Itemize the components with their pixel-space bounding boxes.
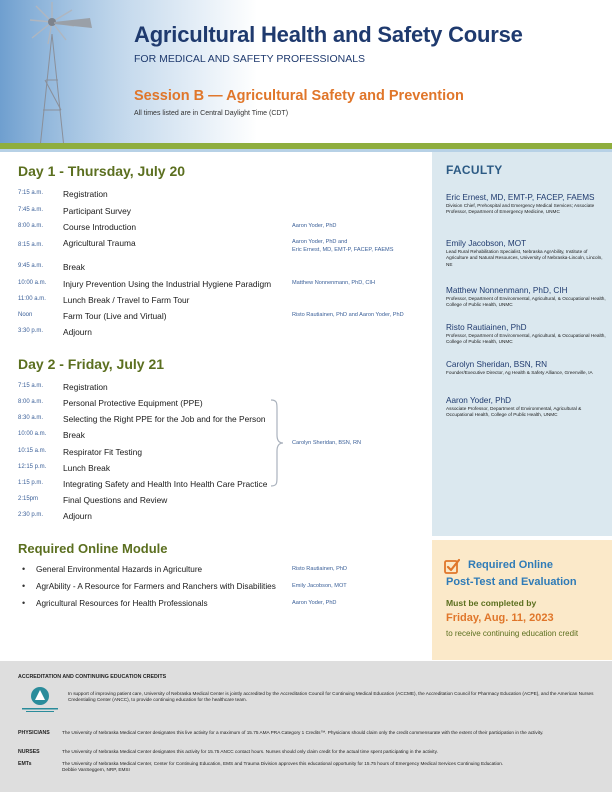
faculty-name: Carolyn Sheridan, BSN, RN [446,360,548,369]
schedule-row [18,447,428,461]
posttest-line2: Post-Test and Evaluation [446,576,577,588]
header-banner [0,0,612,148]
group-brace [270,399,284,487]
row-speaker: Aaron Yoder, PhD and [292,239,348,245]
row-time: 2:15pm [18,496,39,502]
row-time: 2:30 p.m. [18,512,44,518]
row-event: Selecting the Right PPE for the Job and for the Person [63,414,266,424]
row-time: 1:15 p.m. [18,480,44,486]
row-time: 7:15 a.m. [18,383,44,389]
credit-row [18,730,603,744]
faculty-panel [432,152,612,536]
row-time: 8:15 a.m. [18,242,44,248]
posttest-deadline-label: Must be completed by [446,598,537,608]
row-time: 10:00 a.m. [18,431,47,437]
windmill-image [0,0,140,148]
checkbox-icon [444,558,460,574]
row-time: 10:15 a.m. [18,448,47,454]
row-event: Lunch Break / Travel to Farm Tour [63,295,190,305]
row-time: 7:45 a.m. [18,207,44,213]
credit-signatory: Debbie VanSeggern, NRP, EMSI [62,767,130,773]
posttest-note: to receive continuing education credit [446,629,579,638]
schedule-row [18,327,428,341]
faculty-member [446,239,606,268]
row-speaker-2: Eric Ernest, MD, EMT-P, FACEP, FAEMS [292,247,394,253]
faculty-desc: Professor, Department of Environmental, Agricultural, & Occupational Health, College of Public Health, UNMC [446,296,606,308]
faculty-desc: Associate Professor, Department of Environmental, Agricultural & Occupational Health, College of Public Health, UNMC [446,406,582,418]
row-event: Break [63,430,85,440]
accreditation-footer [0,661,612,792]
schedule-row [18,414,428,428]
faculty-member [446,360,606,376]
faculty-member [446,396,606,419]
row-event: Registration [63,189,108,199]
module-item [22,582,432,594]
faculty-name: Matthew Nonnenmann, PhD, CIH [446,286,568,295]
faculty-name: Risto Rautiainen, PhD [446,323,527,332]
schedule-row [18,463,428,477]
credit-text-main: The University of Nebraska Medical Center, Center for Continuing Education, EMS and Trauma Division approves this educational opportunity for 15.75 hours of Emergency Medical Services Continuing Education. [62,761,504,766]
row-event: Respirator Fit Testing [63,447,142,457]
faculty-name: Aaron Yoder, PhD [446,396,512,405]
day2-heading: Day 2 - Friday, July 21 [18,356,165,372]
module-title-text: Agricultural Resources for Health Professionals [36,599,208,608]
row-time: Noon [18,312,33,318]
schedule-row [18,222,428,236]
accreditation-statement: In support of improving patient care, University of Nebraska Medical Center is jointly accredited by the Accreditation Council for Continuing Medical Education (ACCME), the Accreditation Council for Pharmacy Education (ACPE), and the American Nurses Credentialing Center (ANCC), to provide continuing education for the healthcare team. [68,691,594,703]
row-event: Final Questions and Review [63,495,168,505]
row-event: Adjourn [63,327,92,337]
row-time: 8:00 a.m. [18,223,44,229]
bullet: • [22,581,26,591]
module-title-text: AgrAbility - A Resource for Farmers and Ranchers with Disabilities [36,582,276,591]
bullet: • [22,564,26,574]
module-speaker: Aaron Yoder, PhD [292,600,337,606]
row-event: Adjourn [63,511,92,521]
module-speaker: Emily Jacobson, MOT [292,583,347,589]
page-title: Agricultural Health and Safety Course [134,22,523,47]
joint-accreditation-logo [18,685,62,715]
timezone-note: All times listed are in Central Daylight Time (CDT) [134,110,289,117]
row-event: Injury Prevention Using the Industrial Hygiene Paradigm [63,279,272,289]
credit-text: The University of Nebraska Medical Center designates this activity for 15.75 ANCC contact hours. Nurses should only claim credit for the actual time spent participating in the activity. [62,749,438,754]
credit-label: PHYSICIANS [18,730,50,736]
session-title: Session B — Agricultural Safety and Prevention [134,88,464,104]
row-time: 11:00 a.m. [18,296,46,302]
schedule-row [18,430,428,444]
row-speaker: Risto Rautiainen, PhD and Aaron Yoder, PhD [292,312,404,318]
schedule-row [18,398,428,412]
row-event: Lunch Break [63,463,111,473]
faculty-desc: Division Chief, Prehospital and Emergency Medical Services; Associate Professor, Department of Emergency Medicine, UNMC [446,203,595,215]
credit-text: The University of Nebraska Medical Center designates this live activity for a maximum of 15.75 AMA PRA Category 1 Credits™. Physicians should claim only the credit commensurate with the extent of their participation in the activity. [62,730,544,735]
row-time: 8:00 a.m. [18,399,44,405]
faculty-name: Emily Jacobson, MOT [446,239,527,248]
group-speaker: Carolyn Sheridan, BSN, RN [292,440,362,446]
row-speaker: Aaron Yoder, PhD [292,223,337,229]
schedule-row [18,311,428,325]
row-event: Break [63,262,85,272]
row-time: 9:45 a.m. [18,263,44,269]
row-speaker: Matthew Nonnenmann, PhD, CIH [292,280,376,286]
page-subtitle: FOR MEDICAL AND SAFETY PROFESSIONALS [134,53,366,65]
faculty-desc: Professor, Department of Environmental, Agricultural, & Occupational Health, College of Public Health, UNMC [446,333,606,345]
posttest-line1: Required Online [468,559,553,571]
module-speaker: Risto Rautiainen, PhD [292,566,348,572]
row-event: Integrating Safety and Health Into Health Care Practice [63,479,268,489]
row-event: Registration [63,382,108,392]
schedule-row [18,279,428,293]
faculty-member [446,286,606,309]
credit-row [18,761,603,775]
row-time: 7:15 a.m. [18,190,44,196]
row-event: Agricultural Trauma [63,238,136,248]
row-time: 8:30 a.m. [18,415,44,421]
posttest-panel [432,540,612,660]
row-time: 12:15 p.m. [18,464,47,470]
row-event: Participant Survey [63,206,131,216]
credit-text [62,761,602,774]
row-event: Course Introduction [63,222,137,232]
module-item [22,565,432,577]
faculty-member [446,323,606,346]
credit-label: NURSES [18,749,40,755]
schedule-row [18,262,428,276]
schedule-row [18,495,428,509]
faculty-name: Eric Ernest, MD, EMT-P, FACEP, FAEMS [446,193,595,202]
faculty-desc: Lead Rural Rehabilitation Specialist, Nebraska AgrAbility, Institute of Agriculture and Natural Resources, University of Nebraska-Lincoln, Lincoln, NE [446,249,603,267]
module-heading: Required Online Module [18,541,168,556]
schedule-row [18,511,428,525]
schedule-row [18,295,428,309]
faculty-heading: FACULTY [446,163,503,177]
module-title-text: General Environmental Hazards in Agriculture [36,565,203,574]
row-time: 10:00 a.m. [18,280,47,286]
schedule-row [18,206,428,220]
row-event: Personal Protective Equipment (PPE) [63,398,203,408]
faculty-member [446,193,606,216]
row-time: 3:30 p.m. [18,328,44,334]
day1-heading: Day 1 - Thursday, July 20 [18,163,186,179]
credit-row [18,749,603,757]
posttest-deadline-date: Friday, Aug. 11, 2023 [446,612,554,624]
schedule-row [18,238,428,260]
faculty-desc: Founder/Executive Director, Ag Health & Safety Alliance, Greenville, IA [446,370,593,375]
bullet: • [22,598,26,608]
row-event: Farm Tour (Live and Virtual) [63,311,167,321]
schedule-row [18,479,428,493]
accreditation-heading: ACCREDITATION AND CONTINUING EDUCATION CREDITS [18,674,167,680]
schedule-row [18,189,428,203]
credit-label: EMTs [18,761,32,767]
module-item [22,599,432,611]
schedule-row [18,382,428,396]
